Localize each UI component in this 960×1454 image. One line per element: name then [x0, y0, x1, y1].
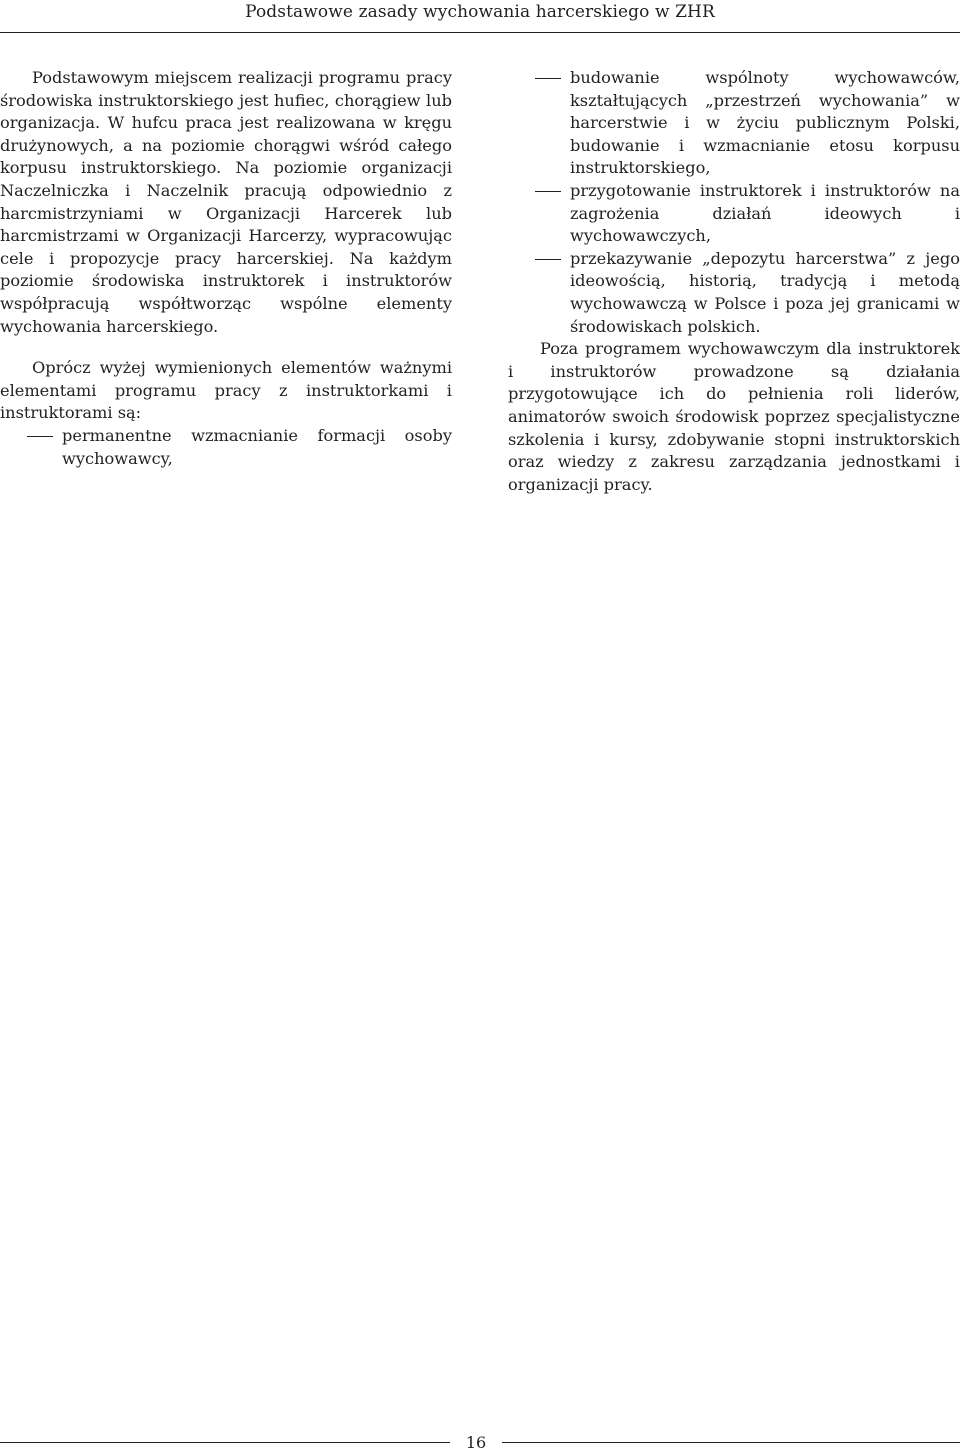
- right-column: [508, 67, 960, 496]
- left-column: [0, 67, 452, 470]
- page-number: 16: [465, 1433, 487, 1452]
- list-item: [0, 425, 452, 470]
- list-item-text: przekazywanie „depozytu harcerstwa” z jego ideowością, historią, tradycją i metodą wychowawczą w Polsce i poza jej granicami w środowiskach polskich.: [570, 248, 960, 336]
- right-paragraph-1: Poza programem wychowawczym dla instruktorek i instruktorów prowadzone są działania przygotowujące ich do pełnienia roli liderów, animatorów swoich środowisk poprzez specjalistyczne szkolenia i kursy, zdobywanie stopni instruktorskich oraz wiedzy z zakresu zarządzania jednostkami i organizacji pracy.: [508, 339, 960, 494]
- list-item-text: budowanie wspólnoty wychowawców, kształtujących „przestrzeń wychowania” w harcerstwie i w życiu publicznym Polski, budowanie i wzmacnianie etosu korpusu instruktorskiego,: [570, 68, 960, 178]
- header-title: Podstawowe zasady wychowania harcerskiego w ZHR: [245, 2, 715, 22]
- list-item-text: przygotowanie instruktorek i instruktorów na zagrożenia działań ideowych i wychowawczych,: [570, 180, 960, 246]
- right-dash-list: [508, 67, 960, 338]
- footer-rule-right: [502, 1442, 960, 1443]
- dash-bullet: [535, 259, 561, 260]
- dash-bullet: [535, 78, 561, 79]
- footer-rule-left: [0, 1442, 450, 1443]
- left-paragraph-2: Oprócz wyżej wymienionych elementów ważnymi elementami programu pracy z instruktorkami i instruktorami są:: [0, 358, 452, 423]
- dash-bullet: [27, 436, 53, 437]
- left-dash-list: [0, 425, 452, 470]
- list-item-text: permanentne wzmacnianie formacji osoby wychowawcy,: [62, 425, 452, 468]
- left-paragraph-1: Podstawowym miejscem realizacji programu pracy środowiska instruktorskiego jest hufiec, chorągiew lub organizacja. W hufcu praca jest realizowana w kręgu drużynowych, a na poziomie chorągwi wśród całego korpusu instruktorskiego. Na poziomie organizacji Naczelniczka i Naczelnik pracują odpowiednio z harcmistrzyniami w Organizacji Harcerek lub harcmistrzami w Organizacji Harcerzy, wypracowując cele i propozycje pracy harcerskiej. Na każdym poziomie środowiska instruktorek i instruktorów współpracują współtworząc wspólne elementy wychowania harcerskiego.: [0, 68, 452, 336]
- list-item: [508, 180, 960, 248]
- running-header: [0, 0, 960, 26]
- page-footer: [0, 1430, 960, 1454]
- list-item: [508, 248, 960, 338]
- list-item: [508, 67, 960, 180]
- header-rule: [0, 32, 960, 33]
- dash-bullet: [535, 191, 561, 192]
